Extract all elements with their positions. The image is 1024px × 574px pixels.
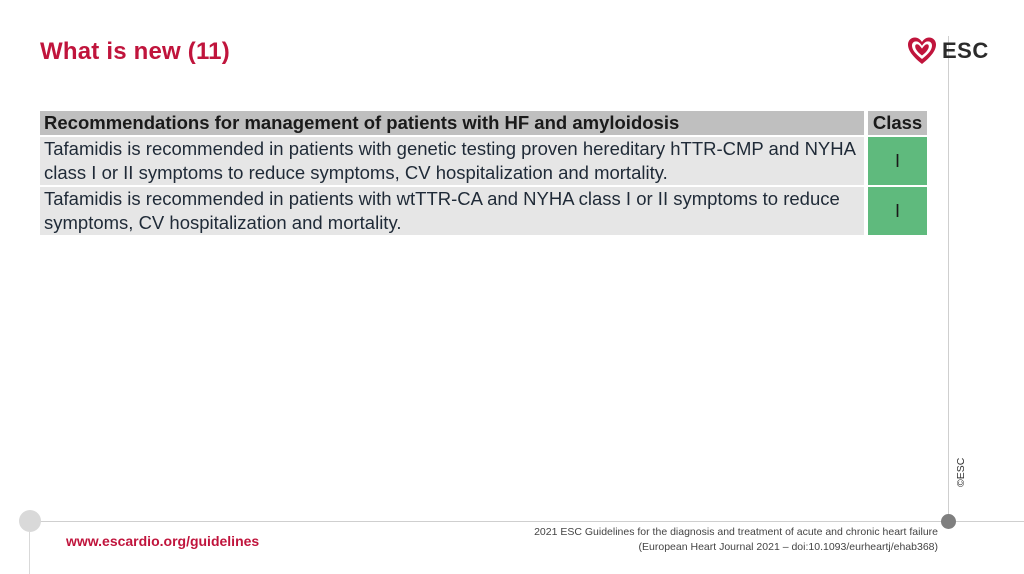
source-line-1: 2021 ESC Guidelines for the diagnosis and treatment of acute and chronic heart failure	[534, 526, 938, 538]
header-class: Class	[868, 111, 927, 135]
row-class-badge: I	[868, 137, 927, 185]
table-row	[40, 187, 927, 235]
recommendations-table	[40, 109, 927, 237]
logo-text: ESC	[942, 38, 989, 63]
header-recommendations: Recommendations for management of patients with HF and amyloidosis	[40, 111, 864, 135]
copyright-label: ©ESC	[955, 457, 967, 487]
source-citation	[534, 525, 938, 555]
left-stub-line	[29, 532, 30, 574]
heart-logo-icon	[906, 35, 938, 67]
slide-title: What is new (11)	[40, 38, 230, 65]
row-class-badge: I	[868, 187, 927, 235]
row-recommendation-text: Tafamidis is recommended in patients with wtTTR-CA and NYHA class I or II symptoms to reduce symptoms, CV hospitalization and mortality.	[40, 187, 864, 235]
source-line-2: (European Heart Journal 2021 – doi:10.1093/eurheartj/ehab368)	[638, 541, 938, 553]
guidelines-link[interactable]: www.escardio.org/guidelines	[66, 533, 260, 549]
esc-logo	[906, 34, 989, 68]
row-recommendation-text: Tafamidis is recommended in patients with genetic testing proven hereditary hTTR-CMP and NYHA class I or II symptoms to reduce symptoms, CV hospitalization and mortality.	[40, 137, 864, 185]
table-header-row	[40, 111, 927, 135]
footer-dot-right	[941, 514, 956, 529]
vertical-divider	[948, 36, 949, 522]
footer-divider	[30, 521, 1024, 522]
table-row	[40, 137, 927, 185]
footer-dot-left	[19, 510, 41, 532]
